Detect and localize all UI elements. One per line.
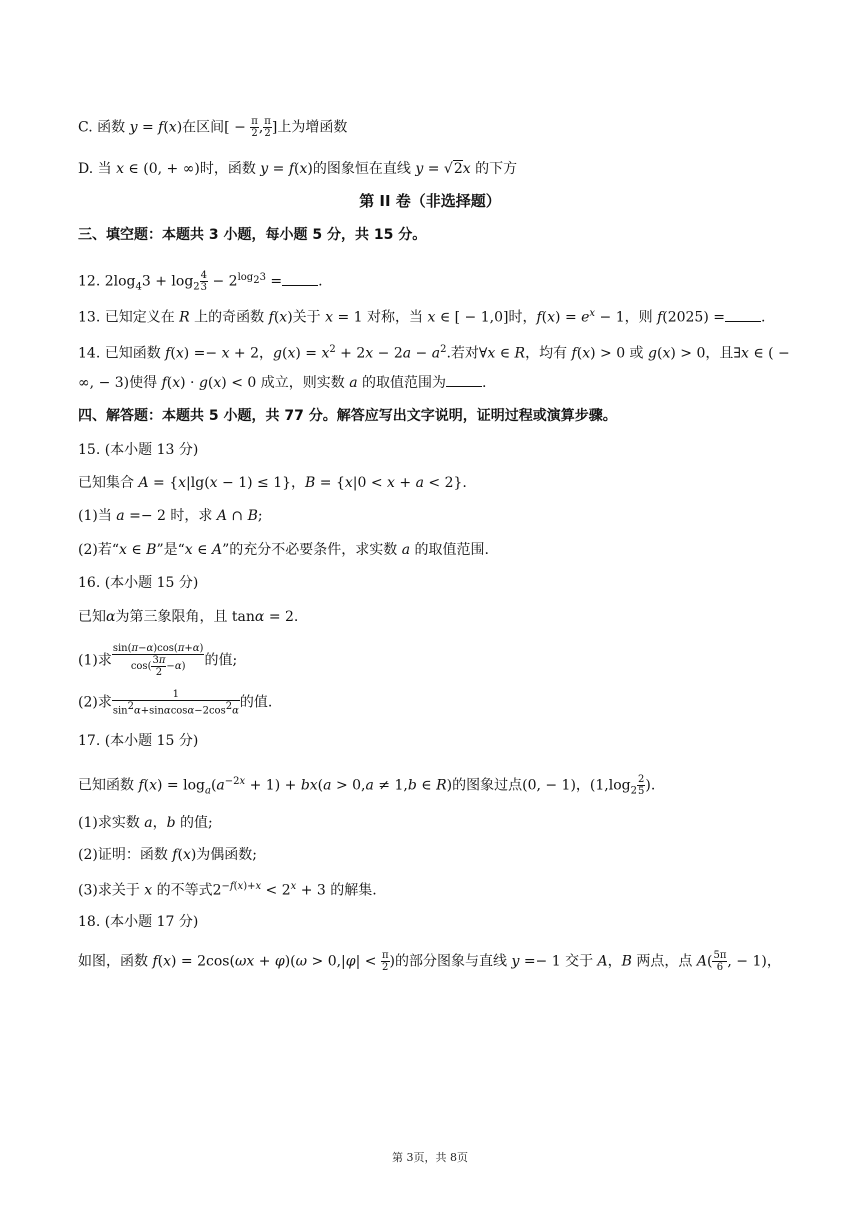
option-c: C. 函数 y = f(x)在区间[ − $\frac{\pi}{2}$ , $\frac{\pi}{2}$ ]上为增函数	[78, 116, 348, 139]
question-18-stem: 如图，函数 f(x) = 2cos(ωx + φ)(ω > 0,|φ| < $\frac{\pi}{2}$ )的部分图象与直线 y =− 1 交于 A，B 两点，点 A( $\frac{5\pi}{6}$ , − 1)，	[78, 950, 781, 973]
question-15-stem: 已知集合 A = {x|lg(x − 1) ≤ 1}，B = {x|0 < x + a < 2}.	[78, 475, 467, 491]
question-17-stem: 已知函数 $f(x) = \log_a(a^{-2x} + 1) + bx(a > 0,a \ne 1,b$ ∈ R)的图象过点(0, − 1)，($1,\log_2$ $\frac{2}{5}$ ).	[78, 774, 656, 798]
question-18-head: 18. (本小题 17 分)	[78, 914, 199, 930]
question-15-head: 15. (本小题 13 分)	[78, 442, 199, 458]
section-title: 第 II 卷（非选择题）	[359, 192, 501, 210]
part4-heading: 四、解答题：本题共 5 小题，共 77 分。解答应写出文字说明，证明过程或演算步骤。	[78, 408, 617, 424]
question-16-part2: (2)求 $\frac{1}{\sin^2\alpha+\sin\alpha\cos\alpha-2\cos^2\alpha}$ 的值.	[78, 689, 273, 717]
question-14-line1: 14. 已知函数 f(x) =− x + 2，$g(x) = x^2 + 2x - 2a - a^2$.若对∀x ∈ R，均有 f(x) > 0 或 g(x) > 0，且∃x ∈ ( −	[78, 344, 790, 362]
question-17-part1: (1)求实数 a，b 的值;	[78, 815, 213, 831]
page-footer: 第 3页，共 8页	[392, 1151, 468, 1164]
question-13: 13. 已知定义在 R 上的奇函数 f(x)关于 x = 1 对称，当 x ∈ [ − 1,0]时，$f(x) = e^x - 1$，则 f(2025) = .	[78, 308, 766, 326]
question-17-part3: (3)求关于 x 的不等式$2^{-f(x)+x} < 2^x + 3$ 的解集.	[78, 881, 377, 899]
question-16-part1: (1)求 sin(π−α)cos(π+α) cos( $\frac{3\pi}{2}$ −α) 的值;	[78, 643, 238, 678]
question-17-head: 17. (本小题 15 分)	[78, 733, 199, 749]
question-15-part2: (2)若“x ∈ B”是“x ∈ A”的充分不必要条件，求实数 a 的取值范围.	[78, 542, 489, 558]
part3-heading: 三、填空题：本题共 3 小题，每小题 5 分，共 15 分。	[78, 227, 427, 243]
question-12: 12. $2\log_43 + \log_2$ $\frac{4}{3}$ − $2^{log_23}$ = .	[78, 270, 323, 294]
question-16-stem: 已知α为第三象限角，且 tanα = 2.	[78, 609, 299, 625]
question-17-part2: (2)证明：函数 f(x)为偶函数;	[78, 847, 258, 863]
option-d: D. 当 x ∈ (0, + ∞)时，函数 y = f(x)的图象恒在直线 y = √2x 的下方	[78, 161, 518, 177]
question-16-head: 16. (本小题 15 分)	[78, 575, 199, 591]
question-14-line2: ∞, − 3)使得 f(x) · g(x) < 0 成立，则实数 a 的取值范围为 .	[78, 372, 486, 393]
question-15-part1: (1)当 a =− 2 时，求 A ∩ B;	[78, 508, 263, 524]
